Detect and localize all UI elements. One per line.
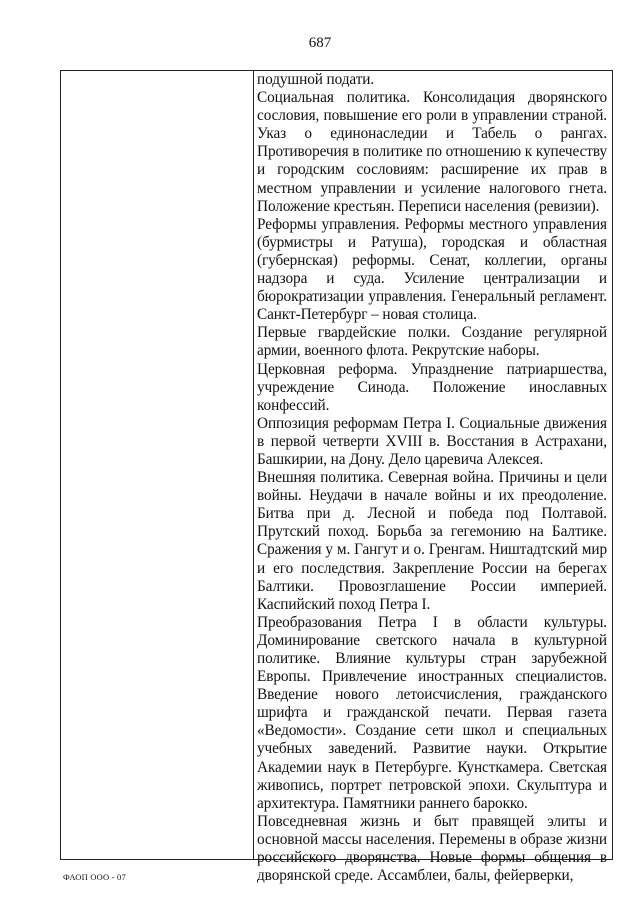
paragraph-social-policy: Социальная политика. Консолидация дворянского сословия, повышение его роли в управлении страной. Указ о единонаследии и Табель о рангах. Противоречия в политике по отношению к купечеству и городским сословиям: расширение их прав в местном управлении и усиление налогового гнета. Положение крестьян. Переписи населения (ревизии). — [257, 89, 607, 215]
footer-code: ФАОП ООО - 07 — [63, 872, 126, 882]
page-number: 687 — [308, 35, 332, 51]
paragraph-foreign-policy: Внешняя политика. Северная война. Причины и цели войны. Неудачи в начале войны и их преодоление. Битва при д. Лесной и победа под Полтавой. Прутский поход. Борьба за гегемонию на Балтике. Сражения у м. Гангут и о. Гренгам. Ништадтский мир и его последствия. Закрепление России на берегах Балтики. Провозглашение России империей. Каспийский поход Петра I. — [257, 469, 607, 613]
paragraph-opposition: Оппозиция реформам Петра I. Социальные движения в первой четверти XVIII в. Восстания в Астрахани, Башкирии, на Дону. Дело царевича Алексея. — [257, 414, 607, 468]
paragraph-army: Первые гвардейские полки. Создание регулярной армии, военного флота. Рекрутские наборы. — [257, 324, 607, 360]
paragraph-administrative-reforms: Реформы управления. Реформы местного управления (бурмистры и Ратуша), городская и областная (губернская) реформы. Сенат, коллегии, органы надзора и суда. Усиление централизации и бюрократизации управления. Генеральный регламент. Санкт-Петербург – новая столица. — [257, 215, 607, 324]
content-cell — [257, 71, 607, 885]
paragraph-poll-tax-end: подушной подати. — [257, 71, 375, 88]
column-divider — [253, 71, 254, 859]
paragraph-church-reform: Церковная реформа. Упразднение патриаршества, учреждение Синода. Положение инославных конфессий. — [257, 360, 607, 414]
paragraph-culture: Преобразования Петра I в области культуры. Доминирование светского начала в культурной политике. Влияние культуры стран зарубежной Европы. Привлечение иностранных специалистов. Введение нового летоисчисления, гражданского шрифта и гражданской печати. Первая газета «Ведомости». Создание сети школ и специальных учебных заведений. Развитие науки. Открытие Академии наук в Петербурге. Кунсткамера. Светская живопись, портрет петровской эпохи. Скульптура и архитектура. Памятники раннего барокко. — [257, 613, 607, 812]
paragraph-daily-life: Повседневная жизнь и быт правящей элиты и основной массы населения. Перемены в образе жизни российского дворянства. Новые формы общения в дворянской среде. Ассамблеи, балы, фейерверки, — [257, 812, 607, 885]
